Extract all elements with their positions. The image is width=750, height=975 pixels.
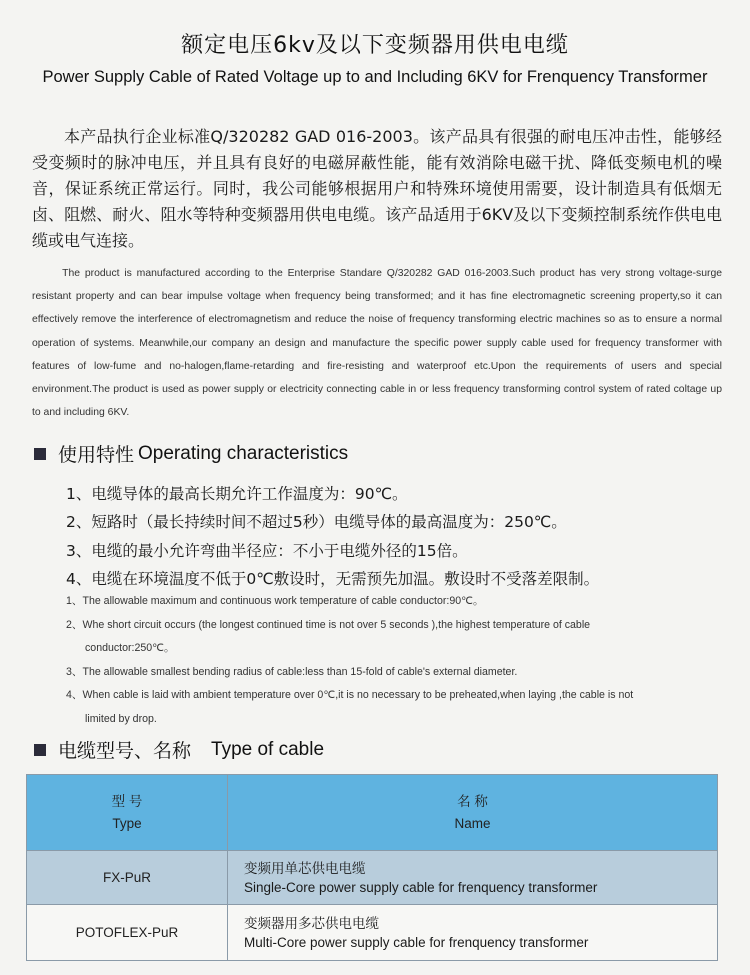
operating-item-cn: 4、电缆在环境温度不低于0℃敷设时，无需预先加温。敷设时不受落差限制。 — [66, 569, 600, 588]
name-header-cn: 名 称 — [457, 793, 488, 809]
table-row — [27, 905, 718, 961]
table-row — [27, 851, 718, 905]
operating-item-en-continuation: limited by drop. — [85, 712, 157, 725]
operating-heading-en: Operating characteristics — [138, 442, 349, 464]
cable-name-cell — [228, 905, 718, 961]
page-title-cn: 额定电压6kv及以下变频器用供电电缆 — [181, 33, 569, 58]
cable-type-cell: POTOFLEX-PuR — [27, 905, 228, 961]
operating-item-en-text: 3、The allowable smallest bending radius of cable:less than 15-fold of cable's external diameter. — [66, 665, 518, 678]
operating-item-en — [66, 614, 726, 661]
cable-type-heading-en: Type of cable — [211, 738, 325, 760]
cable-type-heading-cn: 电缆型号、名称 — [58, 740, 192, 762]
type-column-header — [27, 775, 228, 851]
cable-name-en: Single-Core power supply cable for frenquency transformer — [244, 879, 598, 895]
cable-name-en: Multi-Core power supply cable for frenquency transformer — [244, 934, 589, 950]
operating-item-en-text: 2、Whe short circuit occurs (the longest continued time is not over 5 seconds ),the highest temperature of cable — [66, 618, 591, 631]
intro-en-paragraph: The product is manufactured according to the Enterprise Standare Q/320282 GAD 016-2003.Such product has very strong voltage-surge resistant property and can bear impulse voltage when frequency being transformed; and it has fine electromagnetic screening property,so it can effectively remove the interference of electromagnetism and reduce the noise of frequency transforming electric machines so as to ensure a normal operation of systems. Meanwhile,our company an design and manufacture the specific power supply cable used for frequency transformer with features of low-fume and no-halogen,flame-retarding and fire-resisting and waterproof etc.Upon the requirements of users and special environment.The product is used as power supply or electricity connecting cable in or less frequency transforming control system of rated coltage up to and including 6KV. — [32, 268, 722, 419]
cable-name-cn: 变频器用多芯供电电缆 — [244, 915, 379, 931]
operating-item-en-continuation: conductor:250℃。 — [85, 642, 175, 655]
square-bullet-icon — [34, 744, 46, 756]
operating-item-cn: 3、电缆的最小允许弯曲半径应：不小于电缆外径的15倍。 — [66, 541, 468, 560]
cable-type-heading — [34, 736, 324, 763]
cable-name-cn: 变频用单芯供电电缆 — [244, 860, 366, 876]
page-title-en: Power Supply Cable of Rated Voltage up to and Including 6KV for Frenquency Transformer — [42, 68, 708, 86]
operating-item-en — [66, 590, 726, 614]
intro-cn-section — [32, 124, 722, 254]
name-header-en: Name — [454, 815, 491, 831]
operating-item-en — [66, 661, 726, 685]
operating-list-cn — [66, 480, 726, 593]
cable-type-table — [26, 774, 718, 961]
operating-item-en — [66, 684, 726, 731]
intro-cn-paragraph: 本产品执行企业标准Q/320282 GAD 016-2003。该产品具有很强的耐电压冲击性，能够经受变频时的脉冲电压，并且具有良好的电磁屏蔽性能，能有效消除电磁干扰、降低变频电机的噪音，保证系统正常运行。同时，我公司能够根据用户和特殊环境使用需要，设计制造具有低烟无卤、阻燃、耐火、阻水等特种变频器用供电电缆。该产品适用于6KV及以下变频控制系统作供电电缆或电气连接。 — [32, 127, 722, 250]
operating-heading — [34, 440, 348, 467]
intro-en-section — [32, 262, 722, 424]
operating-item-cn: 1、电缆导体的最高长期允许工作温度为：90℃。 — [66, 485, 408, 503]
cable-name-cell — [228, 851, 718, 905]
operating-item-cn: 2、短路时（最长持续时间不超过5秒）电缆导体的最高温度为：250℃。 — [66, 513, 567, 532]
operating-list-en — [66, 590, 726, 732]
table-header-row — [27, 775, 718, 851]
operating-heading-cn: 使用特性 — [58, 444, 135, 466]
operating-item-en-text: 1、The allowable maximum and continuous work temperature of cable conductor:90℃。 — [66, 595, 484, 607]
type-header-en: Type — [112, 815, 142, 831]
name-column-header — [228, 775, 718, 851]
operating-item-en-text: 4、When cable is laid with ambient temperature over 0℃,it is no necessary to be preheated,when laying ,the cable is not — [66, 689, 634, 702]
type-header-cn: 型 号 — [111, 793, 143, 809]
square-bullet-icon — [34, 448, 46, 460]
cable-type-cell: FX-PuR — [27, 851, 228, 905]
